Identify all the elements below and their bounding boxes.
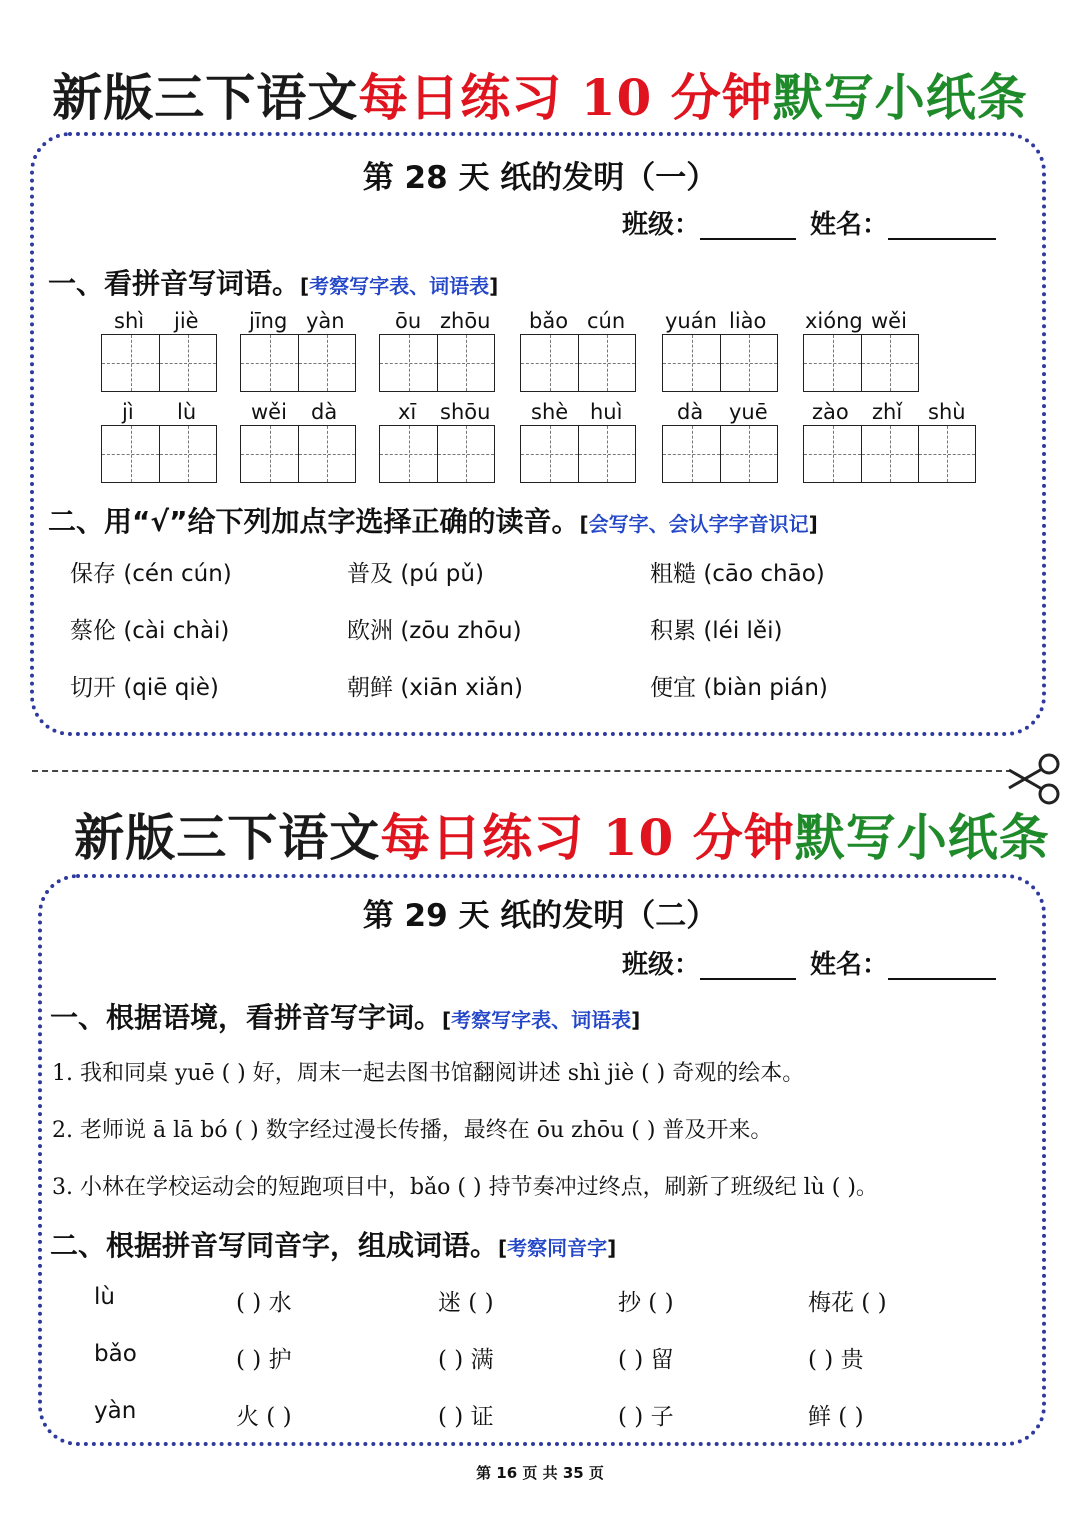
sentence-1[interactable]: 1. 我和同桌 yuē ( ) 好，周末一起去图书馆翻阅讲述 shì jiè ( ) 奇观的绘本。	[52, 1061, 805, 1086]
section-tag: 考察写字表、词语表	[451, 1008, 632, 1032]
sentence-3[interactable]: 3. 小林在学校运动会的短跑项目中，bǎo ( ) 持节奏冲过终点，刷新了班级纪 lù ( )。	[52, 1175, 878, 1200]
class-label: 班级：	[622, 950, 701, 980]
homophone-item[interactable]: 抄 ( )	[618, 1290, 674, 1316]
pinyin: lù	[177, 400, 197, 424]
day29-section1-heading: 一、根据语境，看拼音写字词。[考察写字表、词语表]	[50, 1001, 641, 1034]
writing-grid[interactable]	[662, 425, 778, 483]
pinyin: cún	[587, 309, 626, 333]
pinyin: yàn	[306, 309, 345, 333]
choice-item[interactable]: 普及 (pú pǔ)	[347, 561, 484, 587]
writing-grid[interactable]	[240, 334, 356, 392]
homophone-item[interactable]: ( ) 留	[618, 1347, 674, 1373]
choice-item[interactable]: 朝鲜 (xiān xiǎn)	[347, 675, 523, 701]
class-label: 班级：	[622, 210, 701, 240]
day28-class-name-row	[622, 204, 996, 241]
writing-grid[interactable]	[240, 425, 356, 483]
choice-item[interactable]: 蔡伦 (cài chài)	[70, 618, 230, 644]
homophone-item[interactable]: ( ) 满	[438, 1347, 494, 1373]
writing-grid[interactable]	[662, 334, 778, 392]
homophone-item[interactable]: 鲜 ( )	[808, 1404, 864, 1430]
pinyin: shì	[114, 309, 145, 333]
section-tag: 考察写字表、词语表	[309, 274, 490, 298]
choice-item[interactable]: 切开 (qiē qiè)	[70, 675, 219, 701]
header-part2: 每日练习 10 分钟	[380, 808, 795, 867]
pinyin: xióng	[805, 309, 863, 333]
section-tag: 考察同音字	[507, 1236, 608, 1260]
pinyin: bǎo	[529, 309, 569, 333]
day28-section1-heading: 一、看拼音写词语。[考察写字表、词语表]	[48, 267, 499, 300]
pinyin: xī	[398, 400, 417, 424]
worksheet-header-top	[0, 58, 1080, 130]
day28-title: 第 28 天 纸的发明（一）	[362, 160, 718, 196]
header-part3: 默写小纸条	[794, 808, 1050, 867]
homophone-item[interactable]: 梅花 ( )	[808, 1290, 887, 1316]
name-field[interactable]	[888, 952, 996, 980]
page-footer: 第 16 页 共 35 页	[476, 1464, 604, 1482]
pinyin: wěi	[871, 309, 907, 333]
name-field[interactable]	[888, 212, 996, 240]
homophone-item[interactable]: ( ) 子	[618, 1404, 674, 1430]
pinyin: jiè	[174, 309, 199, 333]
homophone-item[interactable]: ( ) 护	[236, 1347, 292, 1373]
pinyin: shè	[531, 400, 569, 424]
homophone-pinyin: bǎo	[94, 1341, 137, 1367]
name-label: 姓名：	[810, 950, 889, 980]
name-label: 姓名：	[810, 210, 889, 240]
pinyin: yuán	[665, 309, 717, 333]
pinyin: ōu	[395, 309, 422, 333]
writing-grid[interactable]	[520, 334, 636, 392]
header-part2: 每日练习 10 分钟	[358, 68, 773, 127]
writing-grid[interactable]	[379, 425, 495, 483]
writing-grid[interactable]	[101, 334, 217, 392]
pinyin: zào	[812, 400, 849, 424]
homophone-item[interactable]: 迷 ( )	[438, 1290, 494, 1316]
choice-item[interactable]: 粗糙 (cāo chāo)	[650, 561, 825, 587]
pinyin: zhǐ	[872, 400, 903, 424]
homophone-pinyin: lù	[94, 1284, 115, 1310]
pinyin: yuē	[729, 400, 768, 424]
header-part1: 新版三下语文	[52, 68, 359, 127]
homophone-item[interactable]: ( ) 贵	[808, 1347, 864, 1373]
worksheet-header-bottom	[22, 798, 1080, 870]
writing-grid-three[interactable]	[803, 425, 976, 483]
header-part3: 默写小纸条	[772, 68, 1028, 127]
sentence-2[interactable]: 2. 老师说 ā lā bó ( ) 数字经过漫长传播，最终在 ōu zhōu ( ) 普及开来。	[52, 1118, 773, 1143]
pinyin: shù	[928, 400, 966, 424]
pinyin: wěi	[251, 400, 287, 424]
class-field[interactable]	[700, 212, 796, 240]
pinyin: jīng	[249, 309, 288, 333]
choice-item[interactable]: 便宜 (biàn pián)	[650, 675, 828, 701]
day29-class-name-row	[622, 944, 996, 981]
section-tag: 会写字、会认字字音识记	[588, 512, 809, 536]
pinyin: shōu	[440, 400, 491, 424]
homophone-item[interactable]: ( ) 证	[438, 1404, 494, 1430]
homophone-pinyin: yàn	[94, 1398, 137, 1424]
day28-section2-heading: 二、用“√”给下列加点字选择正确的读音。[会写字、会认字字音识记]	[48, 505, 818, 538]
pinyin: huì	[590, 400, 623, 424]
pinyin: liào	[729, 309, 767, 333]
pinyin: jì	[122, 400, 134, 424]
choice-item[interactable]: 欧洲 (zōu zhōu)	[347, 618, 522, 644]
writing-grid[interactable]	[379, 334, 495, 392]
pinyin: dà	[311, 400, 338, 424]
writing-grid[interactable]	[520, 425, 636, 483]
choice-item[interactable]: 保存 (cén cún)	[70, 561, 232, 587]
choice-item[interactable]: 积累 (léi lěi)	[650, 618, 783, 644]
writing-grid[interactable]	[803, 334, 919, 392]
homophone-item[interactable]: 火 ( )	[236, 1404, 292, 1430]
pinyin: dà	[677, 400, 704, 424]
class-field[interactable]	[700, 952, 796, 980]
cut-line	[32, 770, 1012, 772]
pinyin: zhōu	[440, 309, 491, 333]
day29-section2-heading: 二、根据拼音写同音字，组成词语。[考察同音字]	[50, 1229, 617, 1262]
header-part1: 新版三下语文	[74, 808, 381, 867]
day29-title: 第 29 天 纸的发明（二）	[362, 898, 718, 934]
writing-grid[interactable]	[101, 425, 217, 483]
homophone-item[interactable]: ( ) 水	[236, 1290, 292, 1316]
